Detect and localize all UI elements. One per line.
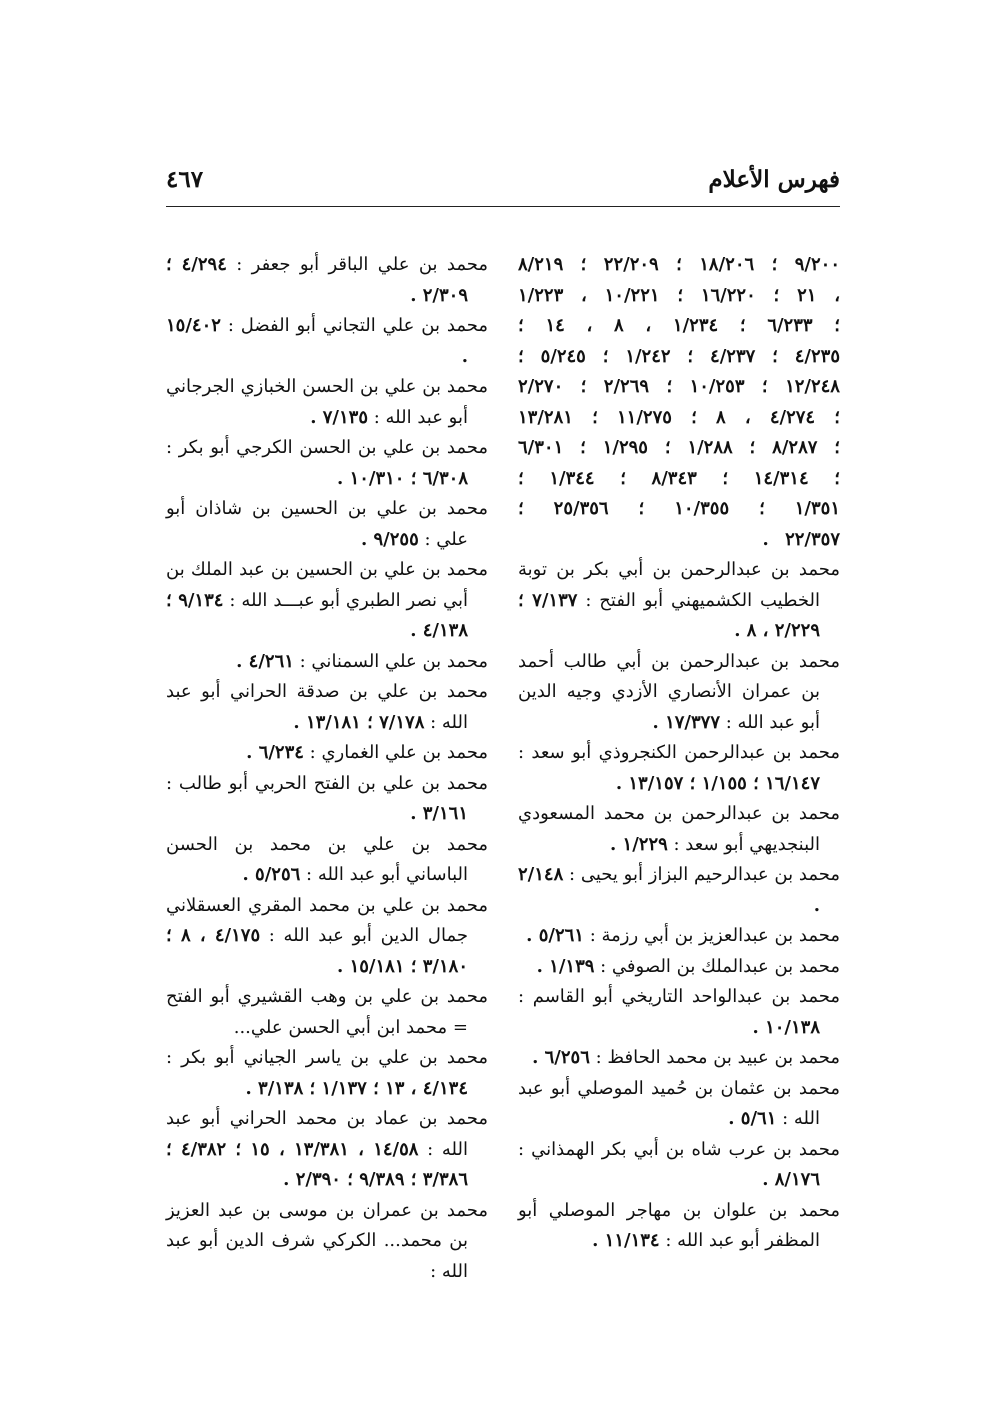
- entry-name: محمد بن عبدالعزيز بن أبي رزمة :: [589, 925, 840, 946]
- page-number: ٤٦٧: [166, 166, 204, 193]
- entry-name: محمد بن علي بن محمد بن الحسن الباساني أبو عبد الله :: [166, 833, 488, 885]
- index-entry: [166, 1043, 488, 1104]
- entry-references: ٩/١٣٤ ؛ ٤/١٣٨ .: [166, 589, 468, 641]
- entry-references: ٧/١٣٧ ؛ ٢/٢٢٩ ، ٨ .: [518, 589, 820, 641]
- index-entry: [166, 647, 488, 678]
- entry-name: محمد بن علي بن الحسين بن شاذان أبو علي :: [166, 498, 488, 550]
- entry-name: محمد بن علي الغماري :: [309, 742, 488, 763]
- entry-name: محمد بن علي السمناني :: [299, 650, 488, 672]
- index-entry: [166, 677, 488, 738]
- entry-name: محمد بن علي بن الحسن الكرجي أبو بكر :: [166, 437, 488, 458]
- entry-name: محمد بن علي بن الفتح الحربي أبو طالب :: [166, 772, 488, 794]
- entry-references: ٥/٢٥٦ .: [242, 864, 301, 885]
- page-title: فهرس الأعلام: [708, 166, 840, 193]
- entry-name: محمد بن عبدالواحد التاريخي أبو القاسم :: [518, 986, 840, 1007]
- entry-name: محمد بن علي التجاني أبو الفضل :: [227, 315, 488, 336]
- index-entry: [166, 769, 488, 830]
- entry-name: محمد بن عبدالرحمن الكنجروذي أبو سعد :: [518, 742, 840, 763]
- entry-name: محمد بن علي بن وهب القشيري أبو الفتح = محمد ابن أبي الحسن علي...: [166, 986, 488, 1038]
- entry-references: ٧/١٧٨ ؛ ١٣/١٨١ .: [293, 711, 425, 733]
- entry-references: ١٠/١٣٨ .: [752, 1016, 820, 1038]
- entry-references: ١٥/٤٠٢ .: [166, 315, 468, 367]
- left-entry-list: [166, 250, 488, 1287]
- index-entry: [518, 1074, 840, 1135]
- entry-references: ٥/٦١ .: [728, 1108, 777, 1129]
- index-entry: [518, 1135, 840, 1196]
- continued-references: ٩/٢٠٠ ؛ ١٨/٢٠٦ ؛ ٢٢/٢٠٩ ؛ ٨/٢١٩ ، ٢١ ؛ ١٦/٢٢٠ ؛ ١٠/٢٢١ ، ١/٢٢٣ ؛ ٦/٢٣٣ ؛ ١/٢٣٤ ، ٨ ، ١٤ ؛ ٤/٢٣٥ ؛ ٤/٢٣٧ ؛ ١/٢٤٢ ؛ ٥/٢٤٥ ؛ ١٢/٢٤٨ ؛ ١٠/٢٥٣ ؛ ٢/٢٦٩ ؛ ٢/٢٧٠ ؛ ٤/٢٧٤ ، ٨ ؛ ١١/٢٧٥ ؛ ١٣/٢٨١ ؛ ٨/٢٨٧ ؛ ١/٢٨٨ ؛ ١/٢٩٥ ؛ ٦/٣٠١ ؛ ١٤/٣١٤ ؛ ٨/٣٤٣ ؛ ١/٣٤٤ ؛ ١/٣٥١ ؛ ١٠/٣٥٥ ؛ ٢٥/٣٥٦ ؛ ٢٢/٣٥٧ .: [518, 254, 840, 550]
- index-entry: [166, 372, 488, 433]
- entry-references: ٨/١٧٦ .: [762, 1169, 820, 1190]
- entry-references: ٦/٢٥٦ .: [532, 1047, 590, 1068]
- entry-name: محمد بن علي بن محمد المقري العسقلاني جمال الدين أبو عبد الله :: [166, 894, 488, 946]
- entry-name: محمد بن عرب شاه بن أبي بكر الهمذاني :: [518, 1138, 840, 1160]
- right-column: [518, 250, 840, 1257]
- index-entry: [518, 1196, 840, 1257]
- entry-name: محمد بن عبيد بن محمد الحافظ :: [595, 1047, 840, 1068]
- index-entry: [518, 647, 840, 739]
- entry-references: ٤/١٧٥ ، ٨ ؛ ٣/١٨٠ ؛ ١٥/١٨١ .: [166, 925, 468, 977]
- entry-references: ٧/١٣٥ .: [310, 406, 368, 428]
- index-entry: [518, 799, 840, 860]
- entry-name: محمد بن عبدالرحيم البزاز أبو يحيى :: [569, 864, 840, 885]
- entry-references: ١٦/١٤٧ ؛ ١/١٥٥ ؛ ١٣/١٥٧ .: [615, 772, 820, 794]
- entry-references: ٦/٢٣٤ .: [246, 742, 304, 763]
- entry-references: ٥/٢٦١ .: [526, 925, 584, 946]
- index-entry: [166, 311, 488, 372]
- entry-references: ٣/١٦١ .: [410, 803, 468, 824]
- entry-references: ٤/٢٩٤ ؛ ٢/٣٠٩ .: [166, 254, 468, 306]
- index-entry: [518, 738, 840, 799]
- index-entry: [166, 250, 488, 311]
- entry-references: ٤/٢٦١ .: [236, 650, 294, 672]
- entry-name: محمد بن علي بن الحسين بن عبد الملك بن أبي نصر الطبري أبو عبـــد الله :: [166, 559, 488, 611]
- page-header: [166, 160, 840, 204]
- index-entry: [518, 952, 840, 983]
- index-entry: [166, 1196, 488, 1288]
- index-entry: [166, 555, 488, 647]
- entry-name: محمد بن عبدالرحمن بن أبي بكر بن توبة الخطيب الكشميهني أبو الفتح :: [518, 559, 840, 611]
- entry-name: محمد بن علي بن صدقة الحراني أبو عبد الله :: [166, 681, 488, 733]
- entry-name: محمد بن علي بن ياسر الجياني أبو بكر :: [166, 1047, 488, 1068]
- left-column: [166, 250, 488, 1287]
- index-entry: [166, 738, 488, 769]
- entry-name: محمد بن عماد بن محمد الحراني أبو عبد الله :: [166, 1108, 488, 1160]
- entry-name: محمد بن عثمان بن حُميد الموصلي أبو عبد الله :: [518, 1077, 840, 1129]
- entry-references: ٢/١٤٨ .: [518, 864, 820, 916]
- index-entry: [518, 555, 840, 647]
- index-entry: [518, 860, 840, 921]
- entry-name: محمد بن عبدالرحمن بن محمد المسعودي البنجديهي أبو سعد :: [518, 803, 840, 855]
- entry-name: محمد بن علي بن الحسن الخبازي الجرجاني أبو عبد الله :: [166, 376, 488, 428]
- entry-name: محمد بن علي الباقر أبو جعفر :: [236, 254, 488, 275]
- right-entry-list: [518, 555, 840, 1257]
- entry-references: ٩/٢٥٥ .: [360, 528, 419, 550]
- index-entry: [518, 921, 840, 952]
- entry-references: ١١/١٣٤ .: [592, 1230, 660, 1251]
- index-entry: [166, 1104, 488, 1196]
- entry-references: ٦/٣٠٨ ؛ ١٠/٣١٠ .: [337, 467, 468, 489]
- entry-name: محمد بن عمران بن موسى بن عبد العزيز بن محمد... الكركي شرف الدين أبو عبد الله :: [166, 1199, 488, 1282]
- entry-name: محمد بن علوان بن مهاجر الموصلي أبو المظفر أبو عبد الله :: [518, 1199, 840, 1251]
- entry-references: ١٧/٣٧٧ .: [652, 711, 720, 733]
- entry-references: ١/٢٢٩ .: [609, 833, 668, 855]
- index-entry: [518, 982, 840, 1043]
- entry-name: محمد بن عبدالرحمن بن أبي طالب أحمد بن عمران الأنصاري الأزدي وجيه الدين أبو عبد الله :: [518, 650, 840, 733]
- header-rule: [166, 206, 840, 207]
- index-entry: [166, 982, 488, 1043]
- index-entry: [166, 494, 488, 555]
- entry-name: محمد بن عبدالملك بن الصوفي :: [600, 955, 840, 977]
- index-entry: [518, 1043, 840, 1074]
- index-entry: [166, 891, 488, 983]
- entry-references: ١٤/٥٨ ، ١٣/٣٨١ ، ١٥ ؛ ٤/٣٨٢ ؛ ٣/٣٨٦ ؛ ٩/٣٨٩ ؛ ٢/٣٩٠ .: [166, 1138, 468, 1190]
- entry-references: ٤/١٣٤ ، ١٣ ؛ ١/١٣٧ ؛ ٣/١٣٨ .: [245, 1077, 468, 1099]
- index-entry: [166, 433, 488, 494]
- entry-references: ١/١٣٩ .: [536, 955, 595, 977]
- index-entry: [166, 830, 488, 891]
